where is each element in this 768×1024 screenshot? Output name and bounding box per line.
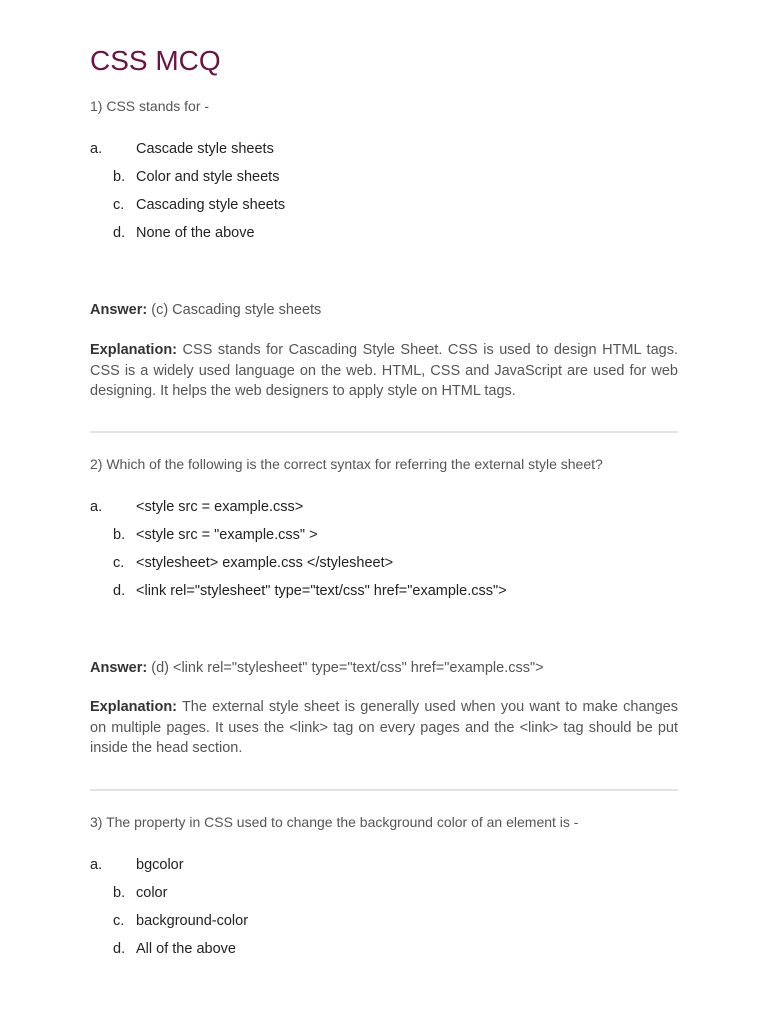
- option-text: background-color: [136, 913, 249, 929]
- option-d: [90, 581, 678, 601]
- option-letter: c.: [113, 913, 125, 929]
- divider: [90, 789, 678, 791]
- divider: [90, 431, 678, 433]
- option-text: bgcolor: [136, 857, 184, 873]
- answer-line: [90, 300, 321, 320]
- explanation-label: Explanation:: [90, 699, 178, 715]
- answer-label: Answer:: [90, 302, 148, 318]
- explanation-label: Explanation:: [90, 342, 178, 358]
- option-c: [90, 553, 678, 573]
- option-c: [90, 911, 678, 931]
- option-letter: a.: [90, 499, 103, 515]
- option-letter: b.: [113, 169, 126, 185]
- answer-line: [90, 658, 544, 678]
- option-text: <link rel="stylesheet" type="text/css" href="example.css">: [136, 583, 507, 599]
- option-letter: d.: [113, 225, 126, 241]
- answer-text: (c) Cascading style sheets: [147, 302, 322, 318]
- option-text: Color and style sheets: [136, 169, 280, 185]
- option-b: [90, 167, 678, 187]
- option-text: <style src = example.css>: [136, 499, 304, 515]
- option-a: [90, 497, 678, 517]
- question-text: 3) The property in CSS used to change the background color of an element is -: [90, 814, 579, 830]
- page-title: CSS MCQ: [90, 45, 221, 76]
- answer-label: Answer:: [90, 660, 148, 676]
- option-letter: c.: [113, 555, 125, 571]
- option-b: [90, 883, 678, 903]
- option-text: <stylesheet> example.css </stylesheet>: [136, 555, 394, 571]
- option-text: color: [136, 885, 168, 901]
- option-letter: c.: [113, 197, 125, 213]
- option-d: [90, 939, 678, 959]
- option-text: <style src = "example.css" >: [136, 527, 318, 543]
- option-letter: d.: [113, 941, 126, 957]
- option-text: None of the above: [136, 225, 255, 241]
- option-text: Cascade style sheets: [136, 141, 274, 157]
- explanation: [90, 697, 678, 759]
- question-text: 2) Which of the following is the correct syntax for referring the external style sheet?: [90, 456, 603, 472]
- option-letter: b.: [113, 527, 126, 543]
- explanation-text: The external style sheet is generally used when you want to make changes on multiple pages. It uses the <link> tag on every pages and the <link> tag should be put inside the head section.: [90, 699, 678, 756]
- option-text: All of the above: [136, 941, 236, 957]
- option-a: [90, 139, 678, 159]
- answer-text: (d) <link rel="stylesheet" type="text/css" href="example.css">: [147, 660, 544, 676]
- option-d: [90, 223, 678, 243]
- option-c: [90, 195, 678, 215]
- option-text: Cascading style sheets: [136, 197, 286, 213]
- option-letter: a.: [90, 141, 103, 157]
- question-text: 1) CSS stands for -: [90, 98, 210, 114]
- explanation-text: CSS stands for Cascading Style Sheet. CSS is used to design HTML tags. CSS is a widely used language on the web. HTML, CSS and JavaScript are used for web designing. It helps the web designers to apply style on HTML tags.: [90, 342, 678, 399]
- option-a: [90, 855, 678, 875]
- explanation: [90, 340, 678, 402]
- option-letter: b.: [113, 885, 126, 901]
- option-letter: a.: [90, 857, 103, 873]
- option-letter: d.: [113, 583, 126, 599]
- option-b: [90, 525, 678, 545]
